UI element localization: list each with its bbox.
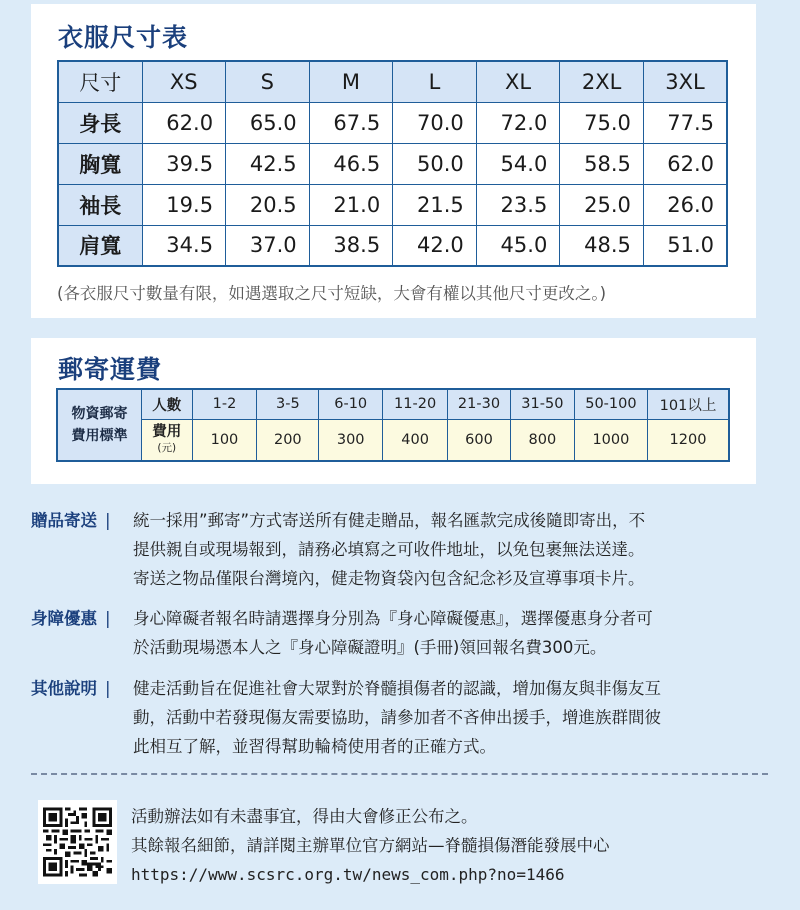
size-cell: 19.5 xyxy=(142,184,226,225)
size-cell: 39.5 xyxy=(142,143,226,184)
shipping-count-cell: 31-50 xyxy=(510,389,574,419)
shipping-count-cell: 21-30 xyxy=(448,389,511,419)
size-cell: 34.5 xyxy=(142,225,226,266)
size-cell: 58.5 xyxy=(560,143,644,184)
shipping-count-cell: 6-10 xyxy=(319,389,383,419)
size-cell: 62.0 xyxy=(142,102,226,143)
size-header-cell: 2XL xyxy=(560,61,644,102)
qr-code-icon[interactable] xyxy=(38,800,117,884)
disability-tag-text: 身障優惠 xyxy=(31,609,97,628)
size-cell: 65.0 xyxy=(226,102,310,143)
disability-line: 於活動現場憑本人之『身心障礙證明』(手冊)領回報名費300元。 xyxy=(133,638,607,657)
size-cell: 37.0 xyxy=(226,225,310,266)
size-cell: 21.5 xyxy=(393,184,477,225)
disability-text xyxy=(133,604,763,662)
size-cell: 51.0 xyxy=(643,225,727,266)
size-cell: 54.0 xyxy=(476,143,560,184)
size-chart-note: (各衣服尺寸數量有限，如遇選取之尺寸短缺，大會有權以其他尺寸更改之。) xyxy=(57,284,607,303)
other-line: 健走活動旨在促進社會大眾對於脊髓損傷者的認識，增加傷友與非傷友互 xyxy=(133,679,661,698)
size-chart-card xyxy=(31,4,756,318)
size-chart-table xyxy=(57,60,728,267)
footer-url-link[interactable]: https://www.scsrc.org.tw/news_com.php?no=1466 xyxy=(131,865,565,884)
size-cell: 50.0 xyxy=(393,143,477,184)
shipping-fee-cell: 1200 xyxy=(647,419,729,461)
size-cell: 42.5 xyxy=(226,143,310,184)
size-cell: 75.0 xyxy=(560,102,644,143)
other-line: 動，活動中若發現傷友需要協助，請參加者不吝伸出援手，增進族群間彼 xyxy=(133,708,661,727)
size-cell: 20.5 xyxy=(226,184,310,225)
shipping-count-row xyxy=(57,389,729,419)
size-header-cell: M xyxy=(309,61,393,102)
size-row-chest xyxy=(58,143,727,184)
shipping-side-label-line1: 物資郵寄 xyxy=(71,406,128,422)
shipping-title: 郵寄運費 xyxy=(58,355,163,384)
other-text xyxy=(133,674,763,761)
gift-line: 統一採用”郵寄”方式寄送所有健走贈品，報名匯款完成後隨即寄出，不 xyxy=(133,511,646,530)
shipping-fee-unit: (元) xyxy=(157,441,177,454)
shipping-fee-row xyxy=(57,419,729,461)
shipping-fee-cell: 100 xyxy=(192,419,257,461)
size-header-cell: L xyxy=(393,61,477,102)
size-cell: 38.5 xyxy=(309,225,393,266)
other-tag xyxy=(31,674,111,703)
disability-tag xyxy=(31,604,111,633)
disability-tag-bar: | xyxy=(105,609,111,628)
size-cell: 23.5 xyxy=(476,184,560,225)
shipping-fee-cell: 600 xyxy=(448,419,511,461)
shipping-table xyxy=(56,388,730,462)
size-header-cell: S xyxy=(226,61,310,102)
size-cell: 46.5 xyxy=(309,143,393,184)
gift-line: 提供親自或現場報到，請務必填寫之可收件地址，以免包裹無法送達。 xyxy=(133,540,645,559)
size-header-cell: 3XL xyxy=(643,61,727,102)
footer-line-website: 其餘報名細節，請詳閱主辦單位官方網站—脊髓損傷潛能發展中心 xyxy=(131,836,610,855)
size-cell: 70.0 xyxy=(393,102,477,143)
size-cell: 42.0 xyxy=(393,225,477,266)
other-tag-bar: | xyxy=(105,679,111,698)
shipping-count-cell: 1-2 xyxy=(192,389,257,419)
size-chart-title: 衣服尺寸表 xyxy=(58,23,189,52)
size-row-label: 身長 xyxy=(58,102,142,143)
size-header-label: 尺寸 xyxy=(58,61,142,102)
shipping-count-cell: 50-100 xyxy=(574,389,647,419)
gift-tag-text: 贈品寄送 xyxy=(31,511,97,530)
size-row-sleeve xyxy=(58,184,727,225)
qr-code-graphic xyxy=(43,805,112,879)
size-cell: 21.0 xyxy=(309,184,393,225)
size-row-label: 胸寬 xyxy=(58,143,142,184)
shipping-fee-cell: 800 xyxy=(510,419,574,461)
size-row-length xyxy=(58,102,727,143)
shipping-fee-cell: 200 xyxy=(257,419,319,461)
dashed-divider xyxy=(31,773,768,775)
size-cell: 67.5 xyxy=(309,102,393,143)
shipping-fee-cell: 300 xyxy=(319,419,383,461)
size-cell: 45.0 xyxy=(476,225,560,266)
shipping-card xyxy=(31,338,756,484)
size-row-label: 袖長 xyxy=(58,184,142,225)
gift-line: 寄送之物品僅限台灣境內，健走物資袋內包含紀念衫及宣導事項卡片。 xyxy=(133,569,645,588)
size-header-cell: XL xyxy=(476,61,560,102)
size-row-label: 肩寬 xyxy=(58,225,142,266)
disability-line: 身心障礙者報名時請選擇身分別為『身心障礙優惠』，選擇優惠身分者可 xyxy=(133,609,653,628)
shipping-count-label: 人數 xyxy=(142,389,193,419)
gift-tag-bar: | xyxy=(105,511,111,530)
size-header-cell: XS xyxy=(142,61,226,102)
size-cell: 25.0 xyxy=(560,184,644,225)
size-cell: 48.5 xyxy=(560,225,644,266)
gift-tag xyxy=(31,506,111,535)
shipping-fee-cell: 400 xyxy=(383,419,448,461)
size-header-row xyxy=(58,61,727,102)
gift-text xyxy=(133,506,763,593)
shipping-side-label-line2: 費用標準 xyxy=(71,428,128,444)
shipping-count-cell: 101以上 xyxy=(647,389,729,419)
footer-notes xyxy=(131,802,610,889)
footer-line-amendments: 活動辦法如有未盡事宜，得由大會修正公布之。 xyxy=(131,807,478,826)
size-cell: 26.0 xyxy=(643,184,727,225)
size-cell: 72.0 xyxy=(476,102,560,143)
shipping-side-label xyxy=(57,389,142,461)
shipping-fee-label-text: 費用 xyxy=(152,423,182,440)
size-cell: 77.5 xyxy=(643,102,727,143)
shipping-count-cell: 3-5 xyxy=(257,389,319,419)
other-tag-text: 其他說明 xyxy=(31,679,97,698)
shipping-fee-label xyxy=(142,419,193,461)
other-line: 此相互了解，並習得幫助輪椅使用者的正確方式。 xyxy=(133,737,496,756)
size-cell: 62.0 xyxy=(643,143,727,184)
shipping-count-cell: 11-20 xyxy=(383,389,448,419)
shipping-fee-cell: 1000 xyxy=(574,419,647,461)
size-row-shoulder xyxy=(58,225,727,266)
